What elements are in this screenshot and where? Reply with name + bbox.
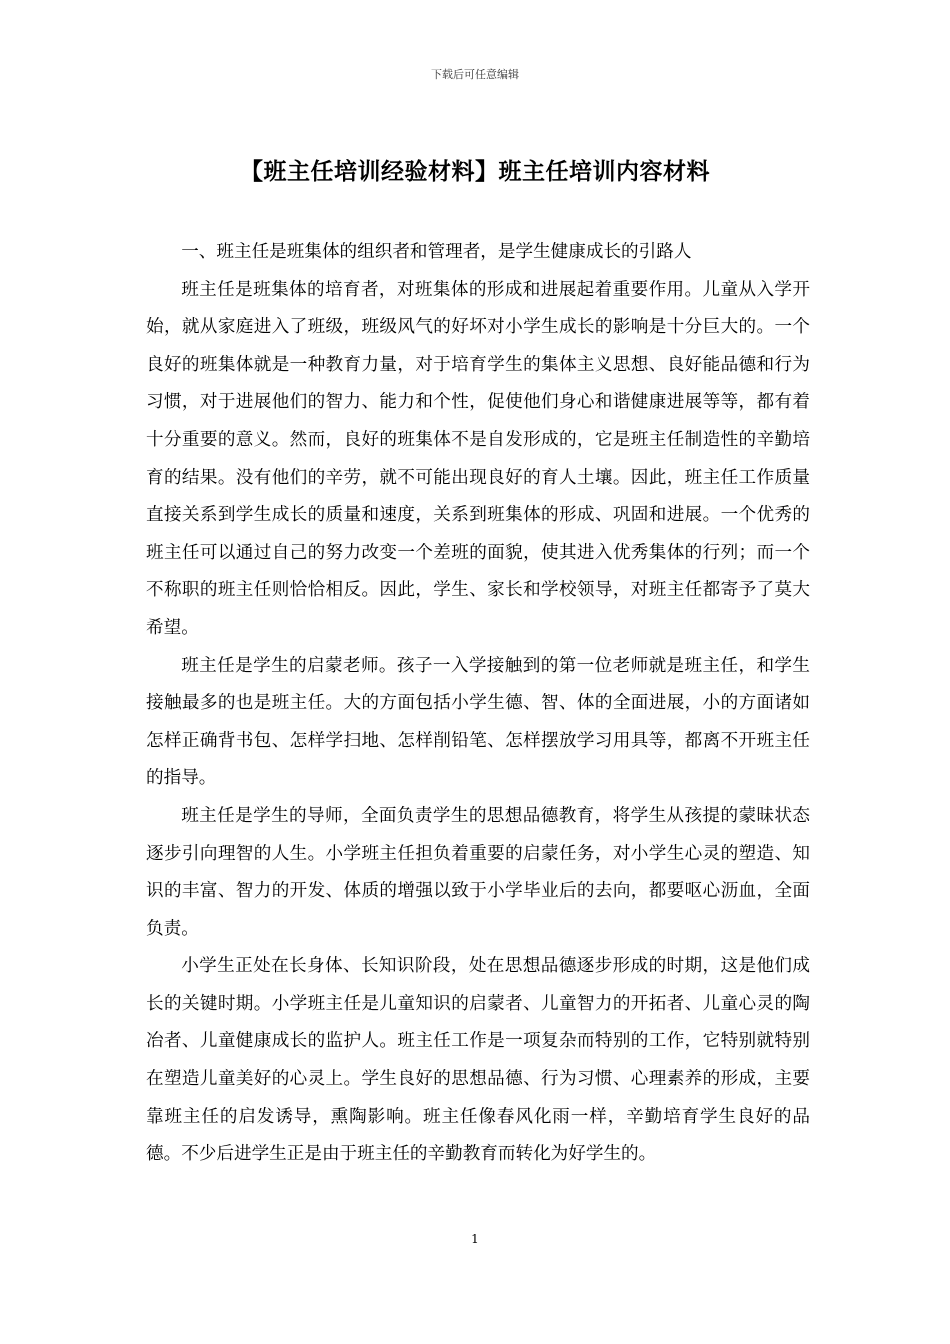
- document-title: 【班主任培训经验材料】班主任培训内容材料: [240, 158, 710, 185]
- page-header: 下载后可任意编辑: [431, 68, 519, 81]
- document-body: [146, 234, 810, 1174]
- page-number: 1: [471, 1232, 479, 1246]
- paragraph-2: 班主任是学生的启蒙老师。孩子一入学接触到的第一位老师就是班主任，和学生接触最多的也是班主任。大的方面包括小学生德、智、体的全面进展，小的方面诸如怎样正确背书包、怎样学扫地、怎样削铅笔、怎样摆放学习用具等，都离不开班主任的指导。: [146, 655, 810, 789]
- paragraph-3: 班主任是学生的导师，全面负责学生的思想品德教育，将学生从孩提的蒙昧状态逐步引向理智的人生。小学班主任担负着重要的启蒙任务，对小学生心灵的塑造、知识的丰富、智力的开发、体质的增强以致于小学毕业后的去向，都要呕心沥血，全面负责。: [146, 805, 810, 939]
- paragraph-4: 小学生正处在长身体、长知识阶段，处在思想品德逐步形成的时期，这是他们成长的关键时期。小学班主任是儿童知识的启蒙者、儿童智力的开拓者、儿童心灵的陶冶者、儿童健康成长的监护人。班主任工作是一项复杂而特别的工作，它特别就特别在塑造儿童美好的心灵上。学生良好的思想品德、行为习惯、心理素养的形成，主要靠班主任的启发诱导，熏陶影响。班主任像春风化雨一样，辛勤培育学生良好的品德。不少后进学生正是由于班主任的辛勤教育而转化为好学生的。: [146, 956, 810, 1165]
- section-heading: 一、班主任是班集体的组织者和管理者，是学生健康成长的引路人: [181, 242, 692, 262]
- paragraph-1: 班主任是班集体的培育者，对班集体的形成和进展起着重要作用。儿童从入学开始，就从家庭进入了班级，班级风气的好坏对小学生成长的影响是十分巨大的。一个良好的班集体就是一种教育力量，对于培育学生的集体主义思想、良好能品德和行为习惯，对于进展他们的智力、能力和个性，促使他们身心和谐健康进展等等，都有着十分重要的意义。然而，良好的班集体不是自发形成的，它是班主任制造性的辛勤培育的结果。没有他们的辛劳，就不可能出现良好的育人土壤。因此，班主任工作质量直接关系到学生成长的质量和速度，关系到班集体的形成、巩固和进展。一个优秀的班主任可以通过自己的努力改变一个差班的面貌，使其进入优秀集体的行列；而一个不称职的班主任则恰恰相反。因此，学生、家长和学校领导，对班主任都寄予了莫大希望。: [146, 279, 810, 638]
